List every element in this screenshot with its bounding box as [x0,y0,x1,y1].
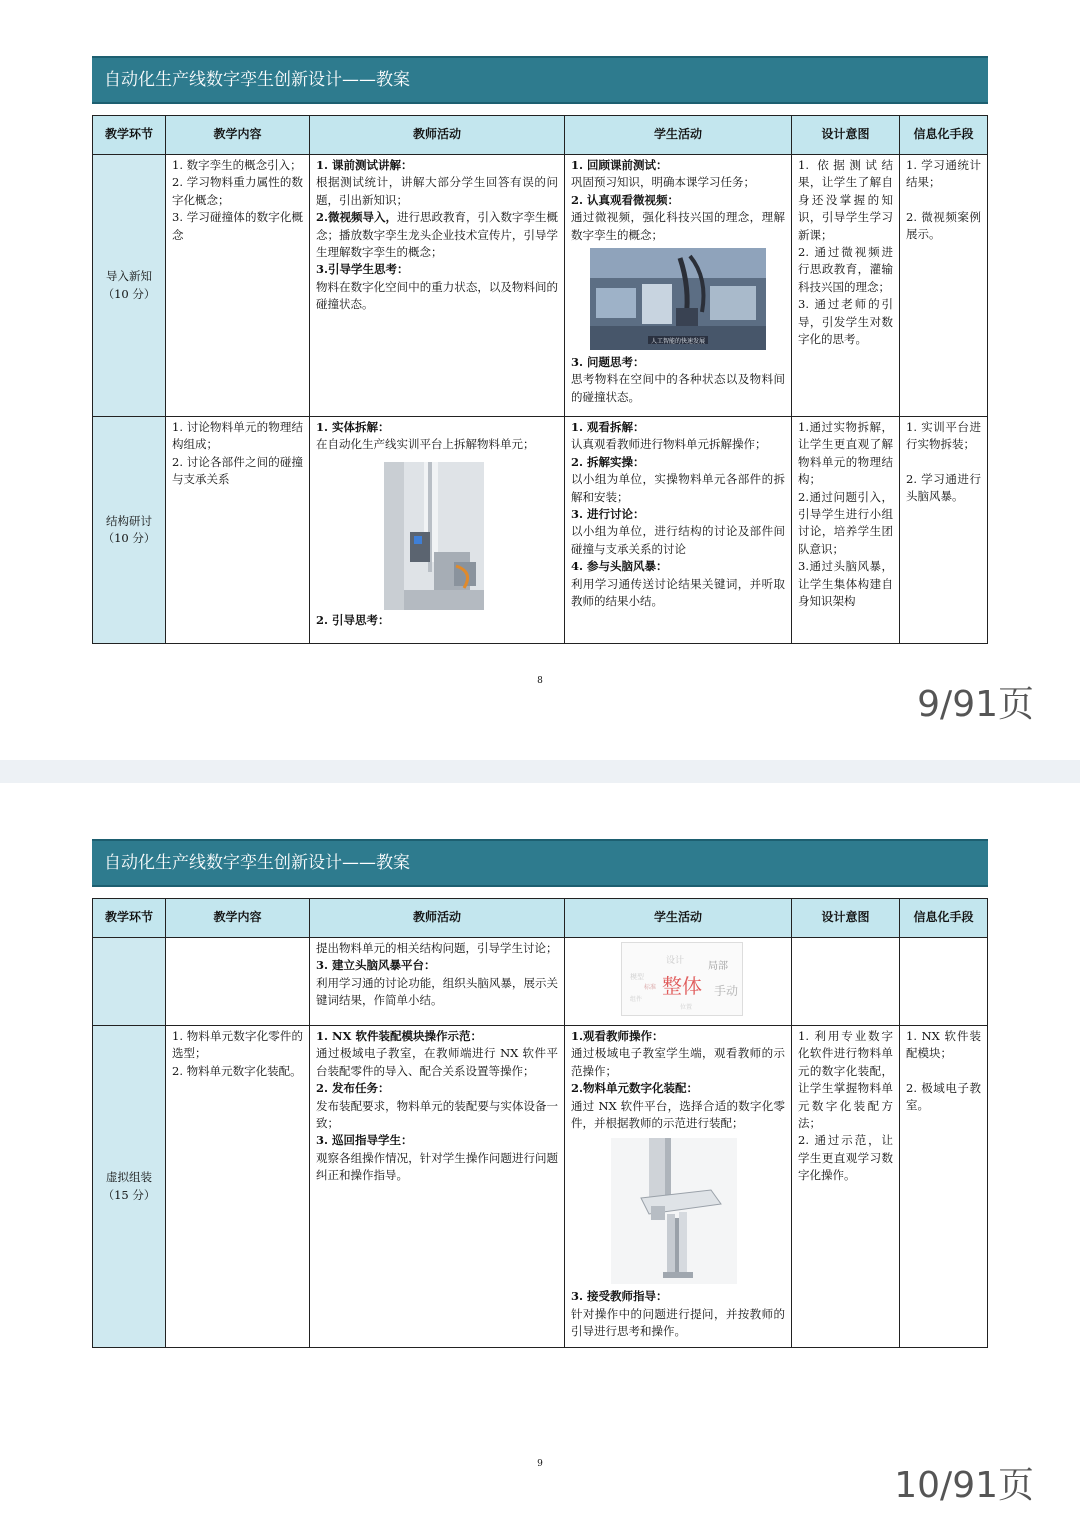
activity-text: 物料在数字化空间中的重力状态，以及物料间的碰撞状态。 [316,279,558,312]
design-intent-cell [792,938,900,1026]
page-number: 8 [537,676,543,686]
teacher-activity-cell [310,1026,565,1348]
activity-heading: 3.引导学生思考： [316,262,409,277]
student-activity-cell [565,938,792,1026]
video-caption: 人工智能的快速发展 [650,338,706,346]
phase-name: 导入新知 [106,269,152,284]
info-tools-cell [900,155,988,417]
design-intent-cell [792,1026,900,1348]
column-header: 教学环节 [93,899,166,938]
design-item: 1. 依据测试结果，让学生了解自身还没掌握的知识，引导学生学习新课； [798,158,893,242]
word-cloud-word: 局部 [708,961,728,972]
activity-heading: 3. 接受教师指导： [571,1289,668,1304]
activity-text: 发布装配要求，物料单元的装配要与实体设备一致； [316,1098,558,1131]
content-item: 1. 物料单元数字化零件的选型； [172,1029,303,1061]
info-tools-cell [900,417,988,644]
word-cloud-word: 设计 [666,956,685,966]
info-tools-cell [900,938,988,1026]
training-platform-photo [384,462,484,610]
content-item: 2. 讨论各部件之间的碰撞与支承关系 [172,454,303,487]
activity-heading: 1. 回顾课前测试： [571,158,668,172]
activity-text: 提出物料单元的相关结构问题，引导学生讨论； [316,941,558,955]
word-cloud-word: 组件 [630,996,643,1003]
column-header: 设计意图 [792,116,900,155]
column-header: 设计意图 [792,899,900,938]
column-header: 学生活动 [565,899,792,938]
activity-heading: 1. 课前测试讲解： [316,158,413,172]
activity-heading: 1. 实体拆解： [316,420,390,434]
activity-text: 针对操作中的问题进行提问，并按教师的引导进行思考和操作。 [571,1306,785,1339]
teacher-activity-cell [310,938,565,1026]
phase-cell [93,155,166,417]
word-cloud-word: 模型 [630,973,644,981]
student-activity-cell [565,417,792,644]
word-cloud-word: 手动 [714,984,739,998]
activity-heading: 2. 引导思考： [316,612,390,627]
content-item: 2. 学习物料重力属性的数字化概念； [172,175,303,207]
design-item: 2.通过问题引入，引导学生进行小组讨论，培养学生团队意识； [798,489,893,556]
content-item: 1. 讨论物料单元的物理结构组成； [172,420,303,452]
column-header: 信息化手段 [900,899,988,938]
nx-assembly-model-image [611,1138,737,1284]
info-tools-cell [900,1026,988,1348]
activity-heading: 4. 参与头脑风暴： [571,559,668,574]
phase-duration: （15 分） [102,1187,156,1202]
word-cloud-word: 整体 [662,974,702,998]
phase-cell [93,417,166,644]
table-row [93,417,988,644]
activity-text: 巩固预习知识，明确本课学习任务； [571,175,755,190]
tool-item: 2. 微视频案例展示。 [906,209,981,242]
factory-video-thumbnail [590,248,766,350]
design-item: 1. 利用专业数字化软件进行物料单元的数字化装配，让学生掌握物料单元数字化装配方法； [798,1029,893,1131]
phase-cell [93,938,166,1026]
teacher-activity-cell [310,417,565,644]
design-item: 2. 通过微视频进行思政教育，灌输科技兴国的理念； [798,245,893,294]
column-header: 教学内容 [166,899,310,938]
activity-heading: 3. 建立头脑风暴平台： [316,958,436,973]
page-counter: 10/91页 [894,1465,1034,1506]
tool-item: 2. 学习通进行头脑风暴。 [906,471,981,504]
word-cloud-word: 标准 [644,984,657,991]
content-item: 3. 学习碰撞体的数字化概念 [172,210,303,242]
column-header: 教师活动 [310,116,565,155]
phase-name: 结构研讨 [106,513,152,528]
table-row [93,1026,988,1348]
activity-heading: 2.微视频导入， [316,210,398,225]
activity-heading: 1. NX 软件装配模块操作示范： [316,1029,482,1043]
activity-text: 观察各组操作情况，针对学生操作问题进行问题纠正和操作指导。 [316,1150,558,1183]
content-cell [166,155,310,417]
tool-item: 1. 实训平台进行实物拆装； [906,420,981,452]
tool-item: 1. 学习通统计结果； [906,158,981,190]
teacher-activity-cell [310,155,565,417]
tool-item: 1. NX 软件装配模块； [906,1029,981,1061]
activity-text: 通过 NX 软件平台，选择合适的数字化零件，并根据教师的示范进行装配； [571,1098,785,1131]
phase-duration: （10 分） [102,286,156,301]
content-cell [166,417,310,644]
activity-text: 在自动化生产线实训平台上拆解物料单元； [316,437,535,452]
page-number: 9 [537,1459,543,1469]
content-cell [166,1026,310,1348]
activity-text: 认真观看教师进行物料单元拆解操作； [571,437,767,452]
activity-heading: 2. 发布任务： [316,1081,390,1096]
activity-text: 进行思政教育，引入数字孪生概念；播放数字孪生龙头企业技术宣传片，引导学生理解数字孪生的概念； [316,210,559,260]
table-header-row [93,899,988,938]
column-header: 学生活动 [565,116,792,155]
column-header: 教学内容 [166,116,310,155]
activity-heading: 3. 问题思考： [571,355,645,370]
column-header: 信息化手段 [900,116,988,155]
content-item: 2. 物料单元数字化装配。 [172,1063,302,1078]
document-page-2 [0,783,1080,1532]
activity-text: 通过微视频，强化科技兴国的理念，理解数字孪生的概念； [571,210,785,242]
activity-text: 利用学习通传送讨论结果关键词，并听取教师的结果小结。 [571,576,785,609]
word-cloud-word: 位置 [680,1004,693,1011]
student-activity-cell [565,155,792,417]
page-header-banner: 自动化生产线数字孪生创新设计——教案 [92,56,988,104]
activity-text: 利用学习通的讨论功能，组织头脑风暴，展示关键词结果，作简单小结。 [316,975,558,1008]
activity-heading: 3. 巡回指导学生： [316,1133,413,1148]
activity-heading: 1. 观看拆解： [571,420,645,434]
table-row [93,938,988,1026]
lesson-plan-table [92,115,988,644]
column-header: 教学环节 [93,116,166,155]
activity-heading: 2. 拆解实操： [571,454,645,469]
activity-heading: 2.物料单元数字化装配： [571,1081,699,1096]
table-header-row [93,116,988,155]
activity-block [316,209,558,261]
page-counter: 9/91页 [917,684,1034,725]
word-cloud-image [621,942,743,1016]
phase-cell [93,1026,166,1348]
activity-text: 根据测试统计，讲解大部分学生回答有误的问题，引出新知识； [316,175,558,207]
content-item: 1. 数字孪生的概念引入； [172,158,302,172]
activity-text: 思考物料在空间中的各种状态以及物料间的碰撞状态。 [571,372,785,404]
design-intent-cell [792,155,900,417]
activity-heading: 3. 进行讨论： [571,507,645,522]
lesson-plan-table [92,898,988,1348]
activity-heading: 1.观看教师操作： [571,1029,664,1043]
student-activity-cell [565,1026,792,1348]
design-intent-cell [792,417,900,644]
column-header: 教师活动 [310,899,565,938]
activity-text: 通过极域电子教室学生端，观看教师的示范操作； [571,1046,785,1078]
activity-text: 通过极域电子教室，在教师端进行 NX 软件平台装配零件的导入、配合关系设置等操作； [316,1046,558,1078]
activity-text: 以小组为单位，实操物料单元各部件的拆解和安装； [571,472,785,504]
design-item: 2. 通过示范，让学生更直观学习数字化操作。 [798,1133,893,1183]
design-item: 3.通过头脑风暴，让学生集体构建自身知识架构 [798,559,893,609]
content-cell [166,938,310,1026]
document-page-1 [0,0,1080,760]
activity-text: 以小组为单位，进行结构的讨论及部件间碰撞与支承关系的讨论 [571,524,785,556]
phase-duration: （10 分） [102,531,156,545]
tool-item: 2. 极域电子教室。 [906,1080,981,1113]
design-item: 1.通过实物拆解，让学生更直观了解物料单元的物理结构； [798,420,893,487]
page-header-banner: 自动化生产线数字孪生创新设计——教案 [92,839,988,887]
table-row [93,155,988,417]
activity-heading: 2. 认真观看微视频： [571,192,680,207]
phase-name: 虚拟组装 [106,1170,152,1185]
design-item: 3. 通过老师的引导，引发学生对数字化的思考。 [798,297,893,347]
